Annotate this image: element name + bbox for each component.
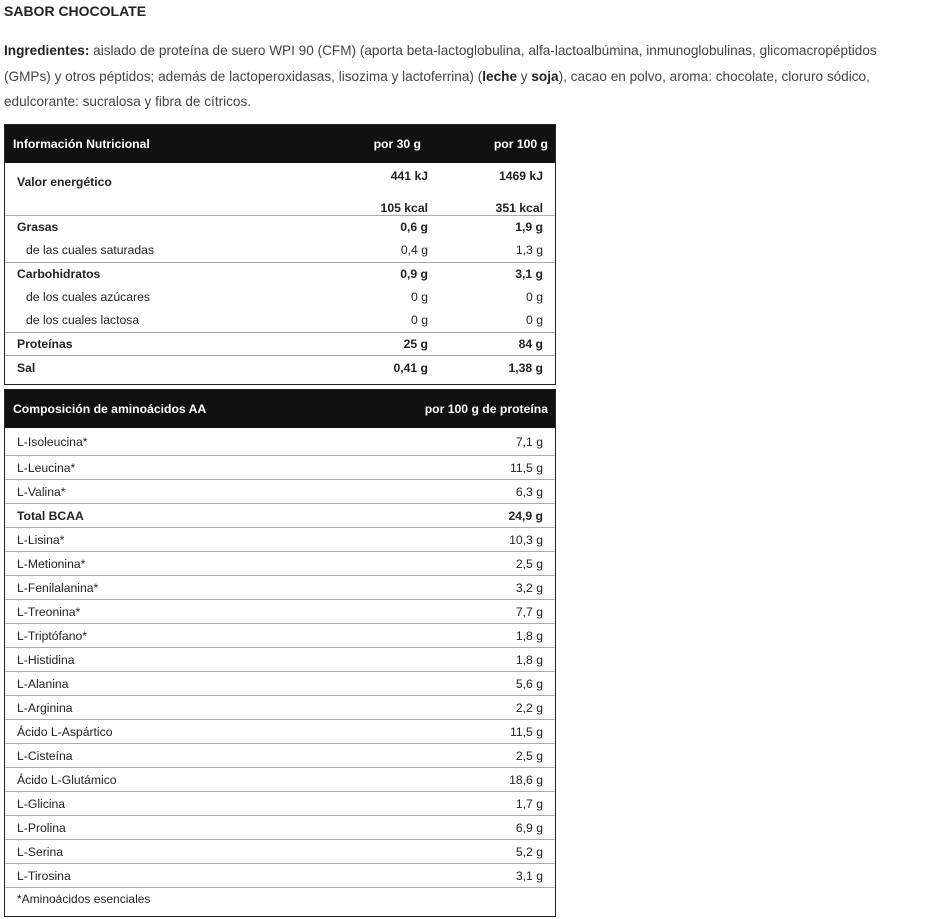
amino-value: 1,8 g <box>515 652 543 667</box>
energy-per30 <box>308 169 428 215</box>
nutrient-per30: 25 g <box>403 337 428 352</box>
nutrient-per30: 0,4 g <box>400 243 428 258</box>
amino-value: 5,6 g <box>515 676 543 691</box>
amino-value: 1,7 g <box>515 796 543 811</box>
nutrition-row <box>5 332 555 355</box>
nutrition-table-header <box>5 125 555 163</box>
nutrient-label: Grasas <box>17 220 59 235</box>
amino-value: 7,1 g <box>515 434 543 449</box>
amino-name: Ácido L-Glutámico <box>17 772 117 787</box>
amino-name: L-Serina <box>17 844 64 859</box>
amino-name: L-Alanina <box>17 676 69 691</box>
amino-value: 6,3 g <box>515 484 543 499</box>
ingredients-label: Ingredientes: <box>4 43 90 58</box>
amino-name: L-Cisteína <box>17 748 73 763</box>
nutrition-header-label: Información Nutricional <box>13 137 150 151</box>
amino-value: 2,2 g <box>515 700 543 715</box>
nutrition-header-per100: por 100 g <box>493 137 548 151</box>
amino-value: 18,6 g <box>509 772 543 787</box>
nutrient-per30: 0,6 g <box>400 220 428 235</box>
amino-value: 11,5 g <box>510 460 543 475</box>
amino-name: Ácido L-Aspártico <box>17 724 113 739</box>
amino-name: L-Arginina <box>17 700 73 715</box>
energy-kcal-30: 105 kcal <box>380 200 428 215</box>
amino-row <box>5 791 555 815</box>
nutrition-table <box>4 124 556 385</box>
energy-per100 <box>428 169 555 215</box>
energy-kj-30: 441 kJ <box>390 168 428 183</box>
nutrient-label: Carbohidratos <box>17 266 101 281</box>
amino-row <box>5 599 555 623</box>
amino-value: 3,2 g <box>515 580 543 595</box>
amino-name: L-Fenilalanina* <box>17 580 99 595</box>
amino-row <box>5 479 555 503</box>
amino-footnote-row <box>5 887 555 909</box>
amino-value: 11,5 g <box>510 724 543 739</box>
nutrient-per30: 0,41 g <box>393 360 428 375</box>
amino-table-header <box>5 390 555 428</box>
amino-row <box>5 671 555 695</box>
amino-row <box>5 503 555 527</box>
nutrient-label: Proteínas <box>17 337 73 352</box>
amino-row <box>5 863 555 887</box>
amino-row <box>5 455 555 479</box>
nutrient-per100: 1,9 g <box>515 220 543 235</box>
ingredients-text-2: y <box>517 68 532 84</box>
nutrition-header-per30: por 30 g <box>373 137 421 151</box>
amino-row <box>5 647 555 671</box>
nutrient-label: de los cuales azúcares <box>26 289 150 304</box>
amino-row <box>5 623 555 647</box>
nutrient-per100: 0 g <box>526 313 543 328</box>
energy-label: Valor energético <box>17 175 112 189</box>
nutrient-per100: 1,3 g <box>515 243 543 258</box>
allergen-soy: soja <box>531 68 559 84</box>
amino-footnote: *Aminoácidos esenciales <box>17 891 151 906</box>
nutrient-per100: 3,1 g <box>515 266 543 281</box>
amino-value: 3,1 g <box>515 868 543 883</box>
energy-row <box>5 163 555 215</box>
amino-name: Total BCAA <box>17 508 84 523</box>
nutrient-per30: 0 g <box>411 289 428 304</box>
amino-name: L-Glicina <box>17 796 66 811</box>
amino-name: L-Histidina <box>17 652 75 667</box>
amino-name: L-Leucina* <box>17 460 76 475</box>
amino-name: L-Tirosina <box>17 868 71 883</box>
nutrient-label: Sal <box>17 360 36 375</box>
nutrient-label: de los cuales lactosa <box>26 313 140 328</box>
nutrient-per100: 0 g <box>526 289 543 304</box>
nutrient-per100: 1,38 g <box>508 360 543 375</box>
amino-name: L-Isoleucina* <box>17 434 88 449</box>
energy-kj-100: 1469 kJ <box>498 168 543 183</box>
ingredients-text-3: ), cacao en polvo, aroma: chocolate, cloruro sódico, edulcorante: sucralosa y fibra de cítricos. <box>4 68 870 109</box>
amino-value: 2,5 g <box>515 748 543 763</box>
flavor-title: SABOR CHOCOLATE <box>4 3 147 19</box>
amino-name: L-Valina* <box>17 484 66 499</box>
amino-name: L-Lisina* <box>17 532 65 547</box>
amino-name: L-Metionina* <box>17 556 86 571</box>
amino-row <box>5 815 555 839</box>
amino-name: L-Triptófano* <box>17 628 88 643</box>
amino-value: 1,8 g <box>515 628 543 643</box>
amino-row <box>5 428 555 455</box>
ingredients-text-1: aislado de proteína de suero WPI 90 (CFM) (aporta beta-lactoglobulina, alfa-lactoalbúmina, inmunoglobulinas, glicomacropéptidos (GMPs) y otros péptidos; además de lactoperoxidasas, lisozima y lactoferrina) ( <box>4 43 877 84</box>
amino-value: 5,2 g <box>515 844 543 859</box>
nutrition-row <box>5 285 555 308</box>
nutrient-per30: 0,9 g <box>400 266 428 281</box>
amino-row <box>5 695 555 719</box>
amino-row <box>5 527 555 551</box>
nutrient-label: de las cuales saturadas <box>26 243 155 258</box>
nutrient-per30: 0 g <box>411 313 428 328</box>
nutrition-row <box>5 262 555 285</box>
amino-row <box>5 551 555 575</box>
amino-row <box>5 743 555 767</box>
amino-row <box>5 575 555 599</box>
amino-header-label: Composición de aminoácidos AA <box>13 402 207 416</box>
nutrition-row <box>5 309 555 332</box>
nutrition-row <box>5 238 555 261</box>
amino-value: 7,7 g <box>515 604 543 619</box>
amino-row <box>5 839 555 863</box>
amino-row <box>5 719 555 743</box>
allergen-milk: leche <box>482 68 518 84</box>
amino-value: 10,3 g <box>509 532 543 547</box>
ingredients-paragraph <box>4 38 922 115</box>
nutrition-row <box>5 215 555 238</box>
nutrient-per100: 84 g <box>518 337 543 352</box>
amino-value: 24,9 g <box>508 508 543 523</box>
amino-header-per100: por 100 g de proteína <box>424 402 548 416</box>
nutrition-row <box>5 355 555 379</box>
energy-kcal-100: 351 kcal <box>495 200 543 215</box>
amino-value: 2,5 g <box>515 556 543 571</box>
amino-value: 6,9 g <box>515 820 543 835</box>
amino-acid-table <box>4 389 556 917</box>
amino-row <box>5 767 555 791</box>
amino-name: L-Treonina* <box>17 604 81 619</box>
amino-name: L-Prolina <box>17 820 66 835</box>
